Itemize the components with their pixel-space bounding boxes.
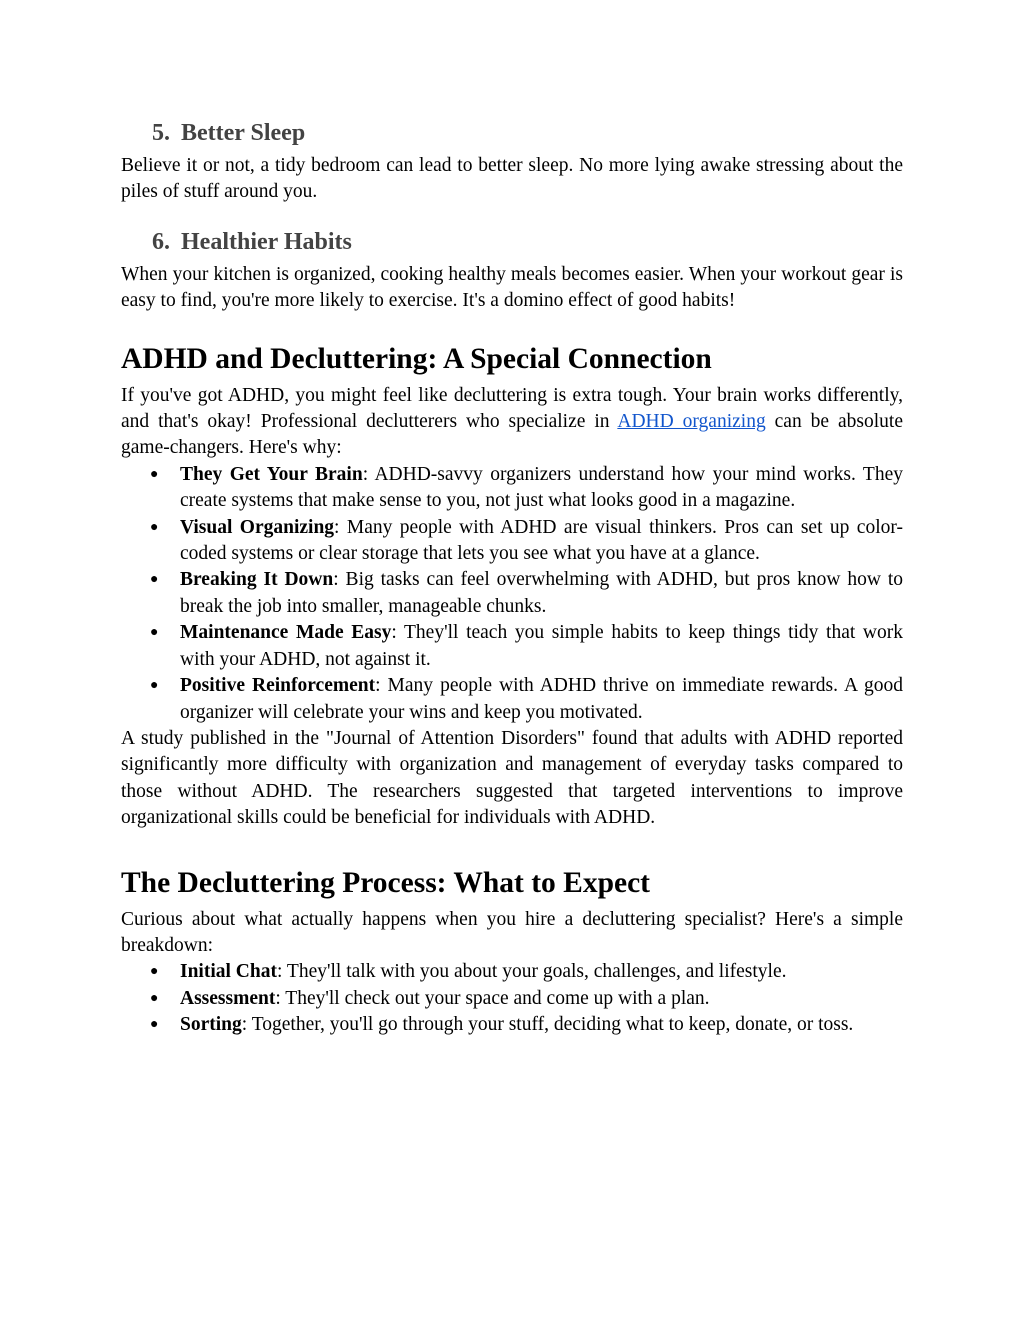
item-bold-label: Initial Chat xyxy=(180,961,277,983)
item-bold-label: Visual Organizing xyxy=(180,516,335,538)
list-item xyxy=(121,567,903,620)
paragraph-better-sleep: Believe it or not, a tidy bedroom can lead to better sleep. No more lying awake stressing about the piles of stuff around you. xyxy=(121,155,903,203)
adhd-benefits-list xyxy=(121,462,903,726)
item-text: : ADHD-savvy organizers understand how your mind works. They create systems that make sense to you, not just what looks good in a magazine. xyxy=(180,463,903,512)
paragraph-healthier-habits: When your kitchen is organized, cooking healthy meals becomes easier. When your workout gear is easy to find, you're more likely to exercise. It's a domino effect of good habits! xyxy=(121,263,903,312)
list-item xyxy=(121,1012,903,1038)
list-item xyxy=(121,959,903,985)
item-bold-label: Sorting xyxy=(180,1014,242,1036)
paragraph-process-intro: Curious about what actually happens when you hire a decluttering specialist? Here's a simple breakdown: xyxy=(121,908,903,956)
bullet-icon: ● xyxy=(150,1017,159,1033)
list-item xyxy=(121,673,903,726)
process-steps-list xyxy=(121,959,903,1038)
item-text: : Big tasks can feel overwhelming with ADHD, but pros know how to break the job into smaller, manageable chunks. xyxy=(180,569,903,617)
item-bold-label: They Get Your Brain xyxy=(180,463,363,485)
bullet-icon: ● xyxy=(150,964,159,980)
item-text: : Many people with ADHD thrive on immediate rewards. A good organizer will celebrate your wins and keep you motivated. xyxy=(180,675,904,723)
intro-text-end: can be absolute game-changers. Here's why: xyxy=(121,411,903,459)
section-number: 5. xyxy=(152,120,170,146)
item-bold-label: Assessment xyxy=(180,987,276,1009)
section-title: Better Sleep xyxy=(181,120,306,146)
item-text: : Together, you'll go through your stuff, deciding what to keep, donate, or toss. xyxy=(241,1014,854,1036)
section-heading-better-sleep xyxy=(121,118,903,148)
section-title: Healthier Habits xyxy=(181,228,352,255)
item-text: : They'll check out your space and come up with a plan. xyxy=(275,987,710,1009)
heading-decluttering-process: The Decluttering Process: What to Expect xyxy=(121,866,650,899)
list-item xyxy=(121,986,903,1012)
item-bold-label: Positive Reinforcement xyxy=(180,675,376,697)
adhd-organizing-link[interactable]: ADHD organizing xyxy=(617,411,766,433)
item-bold-label: Breaking It Down xyxy=(180,569,334,591)
heading-adhd-connection: ADHD and Decluttering: A Special Connection xyxy=(121,342,712,375)
paragraph-adhd-intro xyxy=(121,383,903,462)
document-page xyxy=(121,118,903,1039)
bullet-icon: ● xyxy=(150,990,159,1006)
item-text: : They'll teach you simple habits to keep things tidy that work with your ADHD, not against it. xyxy=(180,622,903,670)
list-item xyxy=(121,620,903,673)
item-text: : Many people with ADHD are visual thinkers. Pros can set up color-coded systems or clear storage that lets you see what you have at a glance. xyxy=(180,516,903,565)
item-text: : They'll talk with you about your goals, challenges, and lifestyle. xyxy=(276,961,787,983)
item-bold-label: Maintenance Made Easy xyxy=(180,622,392,644)
intro-text: If you've got ADHD, you might feel like decluttering is extra tough. Your brain works differently, and that's okay! Professional declutterers who specialize in xyxy=(121,384,903,433)
list-item xyxy=(121,515,903,568)
bullet-icon: ● xyxy=(150,572,159,588)
bullet-icon: ● xyxy=(150,625,159,641)
bullet-icon: ● xyxy=(150,519,159,535)
paragraph-adhd-study: A study published in the "Journal of Attention Disorders" found that adults with ADHD reported significantly more difficulty with organization and management of everyday tasks compared to those without ADHD. The researchers suggested that targeted interventions to improve organizational skills could be beneficial for individuals with ADHD. xyxy=(121,727,903,829)
section-number: 6. xyxy=(152,228,170,255)
bullet-icon: ● xyxy=(150,678,159,694)
list-item xyxy=(121,462,903,515)
bullet-icon: ● xyxy=(150,466,159,482)
section-heading-healthier-habits xyxy=(121,227,903,257)
